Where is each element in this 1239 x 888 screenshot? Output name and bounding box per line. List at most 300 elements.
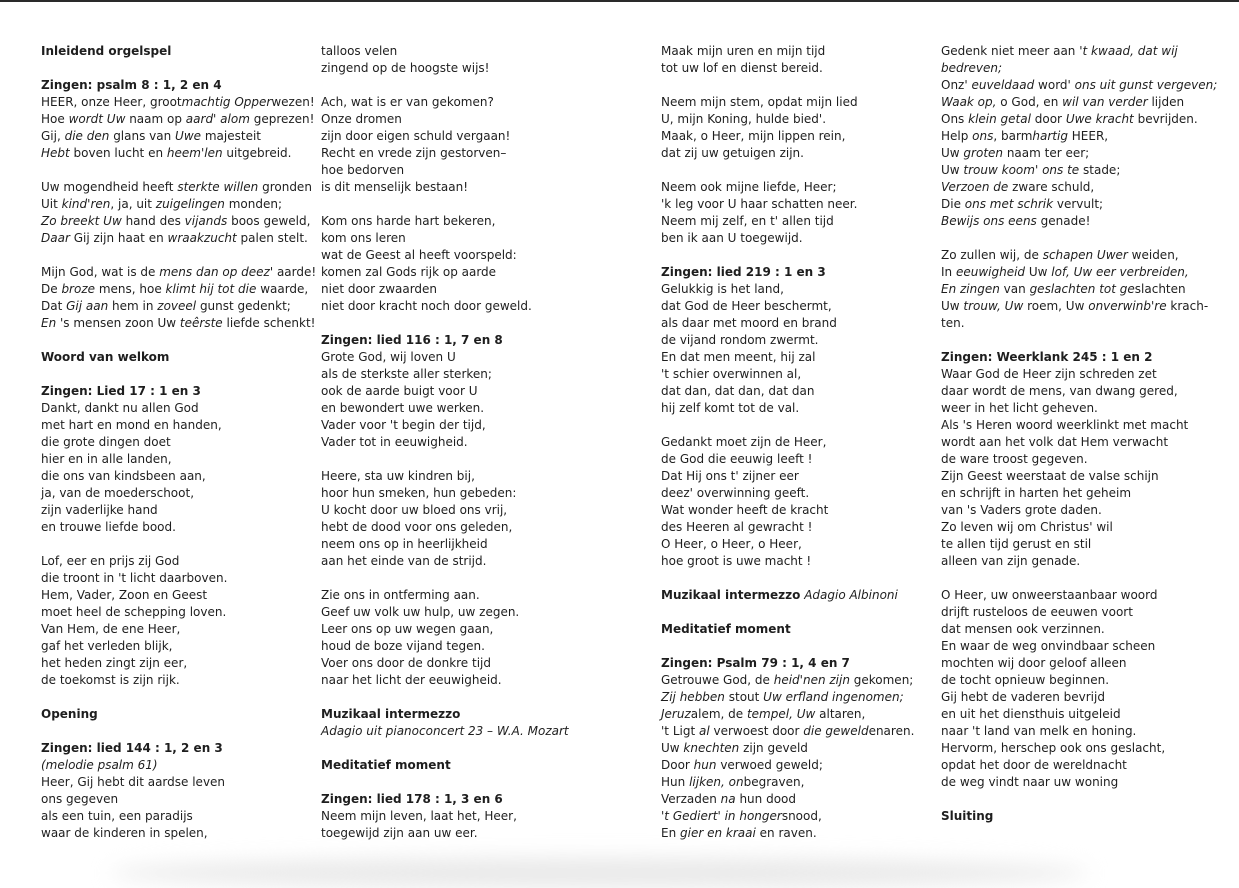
text-line xyxy=(41,434,326,451)
text-line xyxy=(661,434,946,451)
italic-text: zuigelingen xyxy=(155,197,225,211)
text-line xyxy=(661,502,946,519)
text-line xyxy=(41,128,326,145)
text-line xyxy=(321,60,606,77)
text: Heere, sta uw kindren bij, xyxy=(321,469,475,483)
text-line xyxy=(941,723,1226,740)
text-line xyxy=(661,825,946,842)
text-line xyxy=(661,60,946,77)
text: naar 't land van melk en honing. xyxy=(941,724,1137,738)
text: Uw xyxy=(1025,265,1052,279)
text-line xyxy=(41,451,326,468)
text-line xyxy=(321,247,606,264)
italic-text: machtig Opper xyxy=(181,95,272,109)
text: de God die eeuwig leeft ! xyxy=(661,452,813,466)
text-line xyxy=(661,196,946,213)
text-line xyxy=(941,451,1226,468)
text-line xyxy=(661,723,946,740)
section-heading xyxy=(41,43,326,60)
text: Lof, eer en prijs zij God xyxy=(41,554,180,568)
italic-text: wordt Uw xyxy=(68,112,126,126)
text: HEER, onze Heer, groot xyxy=(41,95,182,109)
text: Gij zijn haat en xyxy=(69,231,168,245)
italic-text: Uwe xyxy=(175,129,202,143)
text: daar wordt de mens, van dwang gered, xyxy=(941,384,1178,398)
text-line xyxy=(941,604,1226,621)
italic-text: Jeruz xyxy=(661,707,691,721)
blank-line xyxy=(41,162,326,179)
text-line xyxy=(941,757,1226,774)
text-line xyxy=(321,128,606,145)
column-3 xyxy=(661,43,946,842)
text: alem, de xyxy=(690,707,747,721)
text: altaren, xyxy=(815,707,866,721)
italic-text: teêrste xyxy=(179,316,223,330)
text-line xyxy=(941,315,1226,332)
blank-line xyxy=(321,689,606,706)
italic-text: schapen Uwer xyxy=(1042,248,1128,262)
text-line xyxy=(321,417,606,434)
text: hem in xyxy=(108,299,158,313)
text: word' xyxy=(1034,78,1075,92)
italic-text: hartig xyxy=(1032,129,1068,143)
text: , ja, uit xyxy=(110,197,156,211)
text-line xyxy=(41,757,326,774)
text: In xyxy=(941,265,956,279)
heading-text: Meditatief moment xyxy=(661,622,791,636)
blank-line xyxy=(321,740,606,757)
text: waarde, xyxy=(256,282,309,296)
section-heading xyxy=(941,808,1226,825)
text: o God, en xyxy=(996,95,1063,109)
text: dat dan, dat dan, dat dan xyxy=(661,384,815,398)
text: O Heer, uw onweerstaanbaar woord xyxy=(941,588,1158,602)
text: als daar met moord en brand xyxy=(661,316,837,330)
blank-line xyxy=(661,417,946,434)
text: houd de boze vijand tegen. xyxy=(321,639,485,653)
text-line xyxy=(661,179,946,196)
text-line xyxy=(41,196,326,213)
text-line xyxy=(321,536,606,553)
section-heading xyxy=(321,757,606,774)
text: Uw xyxy=(941,299,964,313)
italic-text: 't Gediert' in honger xyxy=(661,809,782,823)
italic-text: die den xyxy=(64,129,110,143)
blank-line xyxy=(661,77,946,94)
text-line xyxy=(321,111,606,128)
text-line xyxy=(661,400,946,417)
text-line xyxy=(941,485,1226,502)
text: Uit xyxy=(41,197,62,211)
text: boven lucht en xyxy=(69,146,167,160)
text: En dat men meent, hij zal xyxy=(661,350,816,364)
text: En waar de weg onvindbaar scheen xyxy=(941,639,1156,653)
text-line xyxy=(321,485,606,502)
text-line xyxy=(661,791,946,808)
text: genade! xyxy=(1036,214,1091,228)
text: Neem ook mijne liefde, Heer; xyxy=(661,180,837,194)
blank-line xyxy=(321,196,606,213)
text: Ons xyxy=(941,112,969,126)
section-heading xyxy=(321,791,606,808)
italic-text: vijands xyxy=(184,214,228,228)
text-line xyxy=(321,723,606,740)
section-heading xyxy=(661,655,946,672)
text: Uw xyxy=(941,146,964,160)
text: majesteit xyxy=(201,129,261,143)
text: naam ter eer; xyxy=(1003,146,1090,160)
text: mens, hoe xyxy=(95,282,166,296)
text: kom ons leren xyxy=(321,231,406,245)
text: als de sterkste aller sterken; xyxy=(321,367,492,381)
text: als een tuin, een paradijs xyxy=(41,809,193,823)
italic-text: gier en kraai xyxy=(680,826,756,840)
text: Hoe xyxy=(41,112,69,126)
italic-text: euveldaad xyxy=(971,78,1035,92)
text: niet door zwaarden xyxy=(321,282,438,296)
heading-text: Muzikaal intermezzo xyxy=(321,707,461,721)
text: Gij, xyxy=(41,129,65,143)
text: Dat xyxy=(41,299,67,313)
italic-text: lof, Uw eer verbreiden, xyxy=(1051,265,1189,279)
text: die grote dingen doet xyxy=(41,435,171,449)
text-line xyxy=(941,400,1226,417)
text-line xyxy=(321,655,606,672)
blank-line xyxy=(41,247,326,264)
text: Leer ons op uw wegen gaan, xyxy=(321,622,494,636)
text-line xyxy=(661,706,946,723)
text-line xyxy=(321,230,606,247)
text: met hart en mond en handen, xyxy=(41,418,222,432)
text-line xyxy=(41,281,326,298)
text-line xyxy=(941,587,1226,604)
italic-text: Zo breekt Uw xyxy=(41,214,122,228)
italic-text: Adagio uit pianoconcert 23 – W.A. Mozart xyxy=(321,724,569,738)
text: Vader voor 't begin der tijd, xyxy=(321,418,486,432)
text-line xyxy=(941,655,1226,672)
text-line xyxy=(661,536,946,553)
text: zijn vaderlijke hand xyxy=(41,503,158,517)
text-line xyxy=(41,808,326,825)
text-line xyxy=(41,655,326,672)
blank-line xyxy=(41,723,326,740)
italic-text: na xyxy=(720,792,736,806)
text-line xyxy=(41,553,326,570)
text: Door xyxy=(661,758,694,772)
text-line xyxy=(321,621,606,638)
section-heading xyxy=(41,383,326,400)
text-line xyxy=(941,162,1226,179)
heading-text: Muzikaal intermezzo xyxy=(661,588,801,602)
text: en raven. xyxy=(755,826,817,840)
text: door xyxy=(1030,112,1066,126)
text-line xyxy=(941,621,1226,638)
text: Van Hem, de ene Heer, xyxy=(41,622,181,636)
italic-text: ons xyxy=(972,129,994,143)
text: Uw mogendheid heeft xyxy=(41,180,178,194)
text-line xyxy=(941,128,1226,145)
text: enaren. xyxy=(868,724,915,738)
text-line xyxy=(941,43,1226,60)
heading-text: Zingen: psalm 8 : 1, 2 en 4 xyxy=(41,78,222,92)
text: alleen van zijn genade. xyxy=(941,554,1081,568)
text-line xyxy=(321,400,606,417)
text: Neem mijn leven, laat het, Heer, xyxy=(321,809,517,823)
italic-text: Zij hebben xyxy=(661,690,725,704)
text: wordt aan het volk dat Hem verwacht xyxy=(941,435,1169,449)
italic-text: sterkte willen xyxy=(177,180,259,194)
text-line xyxy=(661,451,946,468)
text: Zo zullen wij, de xyxy=(941,248,1043,262)
text-line xyxy=(321,434,606,451)
text-line xyxy=(661,774,946,791)
text-line xyxy=(941,264,1226,281)
text: Als 's Heren woord weerklinkt met macht xyxy=(941,418,1189,432)
text: toegewijd zijn aan uw eer. xyxy=(321,826,478,840)
text-line xyxy=(941,519,1226,536)
text: naar het licht der eeuwigheid. xyxy=(321,673,502,687)
text-line xyxy=(661,366,946,383)
text-line xyxy=(941,774,1226,791)
text: Maak mijn uren en mijn tijd xyxy=(661,44,826,58)
text-line xyxy=(661,145,946,162)
italic-text: eeuwigheid xyxy=(955,265,1026,279)
section-heading xyxy=(41,740,326,757)
text: Gedenk niet meer aan xyxy=(941,44,1080,58)
text-line xyxy=(321,213,606,230)
text-line xyxy=(941,740,1226,757)
text-line xyxy=(321,502,606,519)
text-line xyxy=(321,587,606,604)
blank-line xyxy=(41,60,326,77)
text: Verzaden xyxy=(661,792,721,806)
text-line xyxy=(661,213,946,230)
text: dat zij uw getuigen zijn. xyxy=(661,146,804,160)
text: Help xyxy=(941,129,973,143)
column-1 xyxy=(41,43,326,842)
italic-text: Hebt xyxy=(41,146,70,160)
text-line xyxy=(41,417,326,434)
text-line xyxy=(41,230,326,247)
text-line xyxy=(41,638,326,655)
text: ben ik aan U toegewijd. xyxy=(661,231,803,245)
text-line xyxy=(321,349,606,366)
text: 't Ligt xyxy=(661,724,699,738)
text: lijden xyxy=(1147,95,1185,109)
text: ons gegeven xyxy=(41,792,119,806)
text-line xyxy=(41,400,326,417)
text: begraven, xyxy=(743,775,805,789)
text: monden; xyxy=(224,197,283,211)
blank-line xyxy=(661,570,946,587)
text: Zo leven wij om Christus' wil xyxy=(941,520,1113,534)
text-line xyxy=(41,502,326,519)
blank-line xyxy=(41,366,326,383)
text: Die xyxy=(941,197,965,211)
text: Neem mijn stem, opdat mijn lied xyxy=(661,95,858,109)
blank-line xyxy=(321,77,606,94)
italic-text: trouw koom' ons te xyxy=(963,163,1080,177)
text-line xyxy=(321,672,606,689)
text-line xyxy=(321,298,606,315)
italic-text: Verzoen de xyxy=(941,180,1009,194)
text: dat God de Heer beschermt, xyxy=(661,299,832,313)
text: en uit het diensthuis uitgeleid xyxy=(941,707,1121,721)
text-line xyxy=(321,366,606,383)
text: slachten xyxy=(1134,282,1186,296)
text: wezen! xyxy=(271,95,315,109)
heading-text: Sluiting xyxy=(941,809,994,823)
italic-text: wraakzucht xyxy=(167,231,237,245)
text-line xyxy=(41,468,326,485)
text-line xyxy=(661,43,946,60)
text-line xyxy=(941,706,1226,723)
text: Uw xyxy=(661,741,684,755)
text: weer in het licht geheven. xyxy=(941,401,1098,415)
text-line xyxy=(941,247,1226,264)
text: Zijn Geest weerstaat de valse schijn xyxy=(941,469,1159,483)
text: 't schier overwinnen al, xyxy=(661,367,802,381)
blank-line xyxy=(661,604,946,621)
text: , barm xyxy=(993,129,1033,143)
text: Ach, wat is er van gekomen? xyxy=(321,95,494,109)
text: palen stelt. xyxy=(236,231,308,245)
text: is dit menselijk bestaan! xyxy=(321,180,469,194)
text: deez' overwinning geeft. xyxy=(661,486,810,500)
page-shadow xyxy=(110,858,1089,888)
text-line xyxy=(661,128,946,145)
text-line xyxy=(661,230,946,247)
text-line xyxy=(321,519,606,536)
heading-text: Woord van welkom xyxy=(41,350,170,364)
italic-text: Adagio Albinoni xyxy=(804,588,898,602)
italic-text: aard' alom xyxy=(185,112,250,126)
italic-text: mens dan op deez' xyxy=(159,265,274,279)
text-line xyxy=(321,179,606,196)
blank-line xyxy=(41,689,326,706)
text-line xyxy=(941,94,1226,111)
text: aan het einde van de strijd. xyxy=(321,554,487,568)
text: vervult; xyxy=(1053,197,1104,211)
text: glans van xyxy=(109,129,176,143)
italic-text: wil van verder xyxy=(1062,95,1148,109)
text-line xyxy=(941,111,1226,128)
blank-line xyxy=(941,570,1226,587)
text: Heer, Gij hebt dit aardse leven xyxy=(41,775,226,789)
text: Grote God, wij loven U xyxy=(321,350,456,364)
text-line xyxy=(321,94,606,111)
text-line xyxy=(941,213,1226,230)
text: uitgebreid. xyxy=(222,146,292,160)
text-line xyxy=(941,383,1226,400)
italic-text: die geweld xyxy=(803,724,869,738)
text-line xyxy=(41,145,326,162)
heading-text: Opening xyxy=(41,707,98,721)
text: en schrijft in harten het geheim xyxy=(941,486,1132,500)
italic-text: zoveel xyxy=(157,299,197,313)
text: en bewondert uwe werken. xyxy=(321,401,485,415)
text-line xyxy=(941,638,1226,655)
text: gekomen; xyxy=(849,673,914,687)
italic-text: En zingen xyxy=(941,282,1000,296)
italic-text: kind'ren xyxy=(61,197,111,211)
blank-line xyxy=(321,315,606,332)
heading-text: Meditatief moment xyxy=(321,758,451,772)
text-line xyxy=(321,383,606,400)
text: Gedankt moet zijn de Heer, xyxy=(661,435,827,449)
text-line xyxy=(941,468,1226,485)
text-line xyxy=(661,281,946,298)
blank-line xyxy=(661,638,946,655)
text: Zie ons in ontferming aan. xyxy=(321,588,480,602)
italic-text: geslachten tot ge xyxy=(1029,282,1135,296)
text-line xyxy=(41,519,326,536)
text: ten. xyxy=(941,316,965,330)
text: zijn geveld xyxy=(739,741,808,755)
text: van 's Vaders grote daden. xyxy=(941,503,1102,517)
text: het heden zingt zijn eer, xyxy=(41,656,188,670)
heading-text: Zingen: lied 219 : 1 en 3 xyxy=(661,265,826,279)
text: niet door kracht noch door geweld. xyxy=(321,299,532,313)
text-line xyxy=(941,536,1226,553)
text: Dat Hij ons t' zijner eer xyxy=(661,469,799,483)
text-line xyxy=(661,808,946,825)
text: Onz' xyxy=(941,78,972,92)
text: de weg vindt naar uw woning xyxy=(941,775,1119,789)
text: stade; xyxy=(1079,163,1121,177)
text: gunst gedenkt; xyxy=(196,299,291,313)
text: U kocht door uw bloed ons vrij, xyxy=(321,503,508,517)
text-line xyxy=(941,298,1226,315)
section-heading xyxy=(661,264,946,281)
text: krach- xyxy=(1166,299,1209,313)
text-line xyxy=(41,791,326,808)
text: De xyxy=(41,282,62,296)
italic-text: hun xyxy=(693,758,717,772)
text: Dankt, dankt nu allen God xyxy=(41,401,199,415)
text-line xyxy=(41,604,326,621)
text-line xyxy=(41,94,326,111)
heading-text: Inleidend orgelspel xyxy=(41,44,172,58)
text-line xyxy=(941,281,1226,298)
text: Voer ons door de donkre tijd xyxy=(321,656,491,670)
italic-text: onverwinb're xyxy=(1088,299,1167,313)
text: te allen tijd gerust en stil xyxy=(941,537,1092,551)
text-line xyxy=(321,825,606,842)
text-line xyxy=(941,179,1226,196)
text-line xyxy=(941,417,1226,434)
text: Geef uw volk uw hulp, uw zegen. xyxy=(321,605,520,619)
italic-text: Waak op, xyxy=(941,95,997,109)
italic-text: groten xyxy=(963,146,1004,160)
text: ook de aarde buigt voor U xyxy=(321,384,478,398)
text: zingend op de hoogste wijs! xyxy=(321,61,490,75)
text: Uw xyxy=(941,163,964,177)
text-line xyxy=(941,196,1226,213)
text: 'k leg voor U haar schatten neer. xyxy=(661,197,858,211)
text: talloos velen xyxy=(321,44,398,58)
section-heading xyxy=(41,706,326,723)
text: bevrijden. xyxy=(1133,112,1198,126)
text: hoor hun smeken, hun gebeden: xyxy=(321,486,517,500)
text: Gij hebt de vaderen bevrijd xyxy=(941,690,1105,704)
text: Vader tot in eeuwigheid. xyxy=(321,435,468,449)
text: liefde schenkt! xyxy=(222,316,316,330)
text: stout xyxy=(724,690,764,704)
italic-text: broze xyxy=(61,282,96,296)
blank-line xyxy=(321,451,606,468)
text: naam op xyxy=(125,112,186,126)
